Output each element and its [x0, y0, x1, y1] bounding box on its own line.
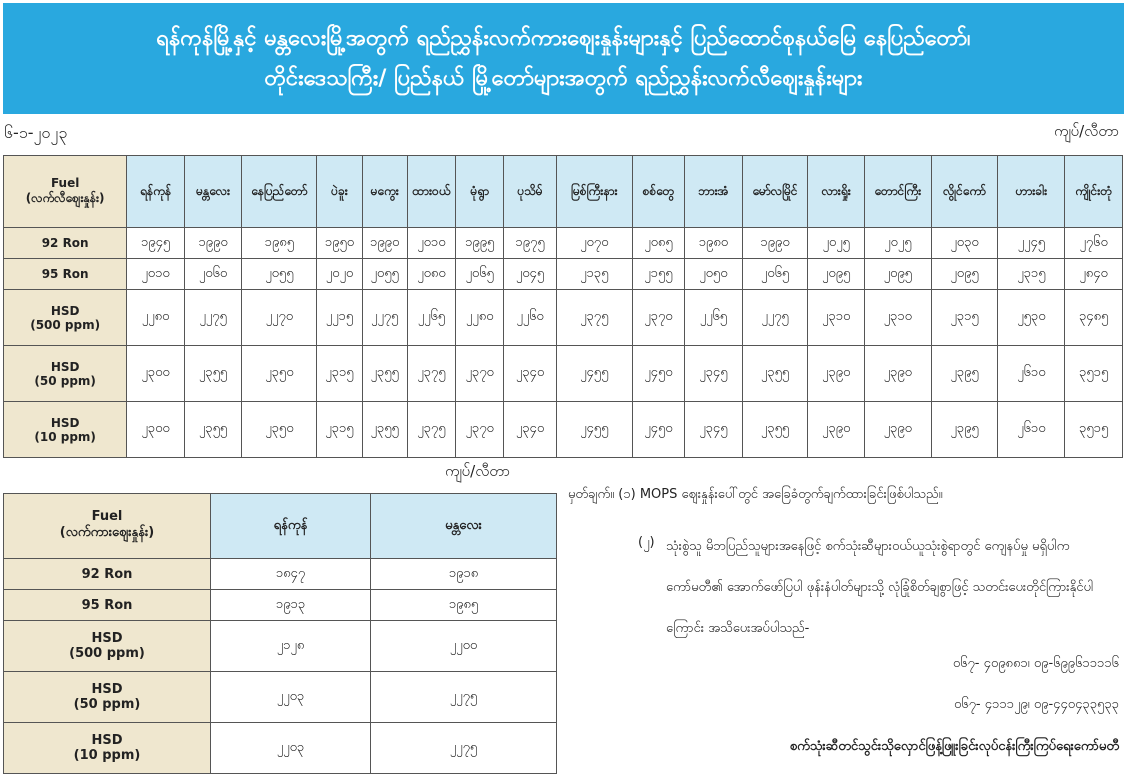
price-cell: ၂၃၁၅: [998, 259, 1065, 290]
price-cell: ၂၃၇၅: [407, 402, 455, 458]
city-header: မြစ်ကြီးနား: [556, 156, 632, 228]
price-cell: ၂၀၆၀: [184, 259, 242, 290]
price-cell: ၂၂၆၅: [685, 290, 743, 346]
price-cell: ၂၃၅၅: [362, 346, 407, 402]
price-cell: ၂၃၇၀: [632, 290, 684, 346]
price-cell: ၁၉၉၀: [742, 228, 808, 259]
city-header: တောင်ကြီး: [864, 156, 931, 228]
price-cell: ၂၂၇၅: [184, 290, 242, 346]
price-cell: ၂၂၈၀: [127, 290, 185, 346]
city-header: မော်လမြိုင်: [742, 156, 808, 228]
table-row: [4, 290, 1123, 346]
fuel-type-label: HSD (500 ppm): [4, 290, 127, 346]
price-cell: ၂၄၅၀: [632, 402, 684, 458]
price-cell: ၂၇၆၀: [1065, 228, 1123, 259]
price-cell: ၂၄၅၅: [556, 402, 632, 458]
title-banner: [3, 3, 1124, 114]
price-cell: ၁၉၉၀: [362, 228, 407, 259]
price-cell: ၂၃၇၅: [407, 346, 455, 402]
fuel-type-label: HSD (10 ppm): [4, 402, 127, 458]
price-cell: ၂၂၀၃: [211, 672, 371, 723]
fuel-type-label: HSD (50 ppm): [4, 672, 211, 723]
table-row: [4, 228, 1123, 259]
retail-price-table: [3, 155, 1123, 458]
price-cell: ၂၂၇၅: [371, 672, 557, 723]
city-header: မန္တလေး: [184, 156, 242, 228]
price-cell: ၂၃၅၅: [742, 402, 808, 458]
note-1: မှတ်ချက်။ (၁) MOPS ဈေးနှုန်းပေါ်တွင် အခြေခံတွက်ချက်ထားခြင်းဖြစ်ပါသည်။: [568, 487, 943, 502]
city-header: ဟားခါး: [998, 156, 1065, 228]
price-cell: ၂၁၅၅: [632, 259, 684, 290]
price-cell: ၁၉၈၀: [685, 228, 743, 259]
fuel-type-label: HSD (500 ppm): [4, 621, 211, 672]
unit-label-wholesale: ကျပ်/လီတာ: [445, 462, 511, 480]
table-row: [4, 259, 1123, 290]
price-cell: ၂၃၉၀: [808, 346, 865, 402]
price-cell: ၂၀၆၅: [742, 259, 808, 290]
price-cell: ၂၃၀၀: [127, 346, 185, 402]
price-cell: ၂၀၈၅: [632, 228, 684, 259]
city-header: ပုသိမ်: [504, 156, 556, 228]
price-cell: ၂၁၃၅: [556, 259, 632, 290]
city-header: ဘားအံ: [685, 156, 743, 228]
city-header: မကွေး: [362, 156, 407, 228]
price-cell: ၂၃၁၅: [317, 346, 362, 402]
city-header: စစ်တွေ: [632, 156, 684, 228]
city-header: နေပြည်တော်: [242, 156, 317, 228]
price-cell: ၂၂၄၅: [998, 228, 1065, 259]
price-cell: ၂၂၇၅: [742, 290, 808, 346]
price-cell: ၂၀၅၅: [242, 259, 317, 290]
price-cell: ၂၆၁၀: [998, 402, 1065, 458]
city-header: ရန်ကုန်: [211, 494, 371, 559]
fuel-column-header: Fuel (လက်ကားဈေးနှုန်း): [4, 494, 211, 559]
table-row: [4, 723, 557, 774]
committee-name: စက်သုံးဆီတင်သွင်းသိုလှောင်ဖြန့်ဖြူးခြင်းလုပ်ငန်းကြီးကြပ်ရေးကော်မတီ: [789, 739, 1119, 754]
price-cell: ၃၄၈၅: [1065, 290, 1123, 346]
price-cell: ၁၉၈၅: [242, 228, 317, 259]
price-cell: ၂၂၀၃: [211, 723, 371, 774]
fuel-type-label: HSD (10 ppm): [4, 723, 211, 774]
price-cell: ၂၃၄၅: [685, 402, 743, 458]
price-cell: ၂၃၁၅: [317, 402, 362, 458]
table-row: [4, 402, 1123, 458]
price-cell: ၂၃၉၀: [864, 402, 931, 458]
price-cell: ၂၃၁၅: [931, 290, 998, 346]
price-cell: ၂၃၅၀: [242, 346, 317, 402]
price-cell: ၂၂၇၅: [362, 290, 407, 346]
price-cell: ၂၀၄၅: [504, 259, 556, 290]
price-cell: ၂၅၃၀: [998, 290, 1065, 346]
city-header: လားရှိုး: [808, 156, 865, 228]
price-cell: ၂၃၄၀: [504, 346, 556, 402]
price-cell: ၂၂၀၀: [371, 621, 557, 672]
price-cell: ၂၀၂၀: [317, 259, 362, 290]
price-cell: ၁၉၈၅: [371, 590, 557, 621]
price-cell: ၁၉၅၀: [317, 228, 362, 259]
phone-numbers-1: ၀၆၇- ၄၀၉၈၈၁၊ ၀၉-၆၉၉၆၁၁၁၁၆: [952, 656, 1119, 671]
price-cell: ၁၈၄၇: [211, 559, 371, 590]
price-cell: ၂၄၅၀: [632, 346, 684, 402]
price-cell: ၂၃၉၅: [931, 402, 998, 458]
price-cell: ၂၀၂၅: [864, 228, 931, 259]
price-cell: ၂၃၇၅: [556, 290, 632, 346]
price-cell: ၂၀၉၅: [931, 259, 998, 290]
phone-numbers-2: ၀၆၇- ၄၁၁၁၂၉၊ ၀၉-၄၄၀၄၃၃၅၃၃: [953, 697, 1119, 712]
price-cell: ၂၃၁၀: [808, 290, 865, 346]
price-cell: ၂၃၅၅: [184, 402, 242, 458]
price-cell: ၃၅၁၅: [1065, 402, 1123, 458]
price-cell: ၃၅၁၅: [1065, 346, 1123, 402]
fuel-type-label: 92 Ron: [4, 559, 211, 590]
price-cell: ၂၀၉၅: [864, 259, 931, 290]
price-cell: ၂၀၁၀: [127, 259, 185, 290]
price-cell: ၂၀၆၅: [456, 259, 504, 290]
price-cell: ၂၄၅၅: [556, 346, 632, 402]
price-cell: ၁၉၇၅: [504, 228, 556, 259]
price-cell: ၂၂၇၅: [371, 723, 557, 774]
price-cell: ၂၀၇၀: [556, 228, 632, 259]
wholesale-price-table: [3, 493, 557, 774]
price-cell: ၂၃၇၀: [456, 402, 504, 458]
price-cell: ၂၃၅၀: [242, 402, 317, 458]
price-cell: ၂၀၂၅: [808, 228, 865, 259]
banner-line-2: တိုင်းဒေသကြီး/ ပြည်နယ် မြို့တော်များအတွက် ရည်ညွှန်းလက်လီဈေးနှုန်းများ: [264, 65, 863, 91]
fuel-type-label: HSD (50 ppm): [4, 346, 127, 402]
fuel-column-header: Fuel (လက်လီဈေးနှုန်း): [4, 156, 127, 228]
price-cell: ၂၂၁၅: [317, 290, 362, 346]
city-header: မုံရွာ: [456, 156, 504, 228]
price-cell: ၂၂၆၅: [407, 290, 455, 346]
price-cell: ၂၀၈၀: [407, 259, 455, 290]
price-cell: ၂၈၄၀: [1065, 259, 1123, 290]
price-cell: ၂၃၉၅: [931, 346, 998, 402]
price-cell: ၂၃၉၀: [808, 402, 865, 458]
price-cell: ၂၁၂၈: [211, 621, 371, 672]
note-2-number: (၂): [638, 535, 655, 550]
price-cell: ၂၂၆၀: [504, 290, 556, 346]
table-row: [4, 672, 557, 723]
price-cell: ၂၀၅၀: [685, 259, 743, 290]
price-cell: ၂၂၈၀: [456, 290, 504, 346]
price-cell: ၂၂၇၀: [242, 290, 317, 346]
price-cell: ၂၃၇၀: [456, 346, 504, 402]
price-cell: ၁၉၁၈: [371, 559, 557, 590]
price-cell: ၁၉၉၀: [184, 228, 242, 259]
price-cell: ၂၃၀၀: [127, 402, 185, 458]
price-cell: ၁၉၄၅: [127, 228, 185, 259]
unit-label-retail: ကျပ်/လီတာ: [1053, 122, 1119, 140]
city-header: ရန်ကုန်: [127, 156, 185, 228]
price-cell: ၂၀၃၀: [931, 228, 998, 259]
price-cell: ၂၃၅၅: [362, 402, 407, 458]
fuel-type-label: 95 Ron: [4, 590, 211, 621]
price-cell: ၂၀၉၅: [808, 259, 865, 290]
city-header: ပဲခူး: [317, 156, 362, 228]
city-header: မန္တလေး: [371, 494, 557, 559]
price-cell: ၂၃၄၅: [685, 346, 743, 402]
date-label: ၆-၁-၂၀၂၃: [4, 123, 68, 142]
price-cell: ၂၃၄၀: [504, 402, 556, 458]
price-cell: ၂၃၅၅: [742, 346, 808, 402]
city-header: ကျိုင်းတုံ: [1065, 156, 1123, 228]
price-cell: ၁၉၉၅: [456, 228, 504, 259]
note-2: သုံးစွဲသူ မိဘပြည်သူများအနေဖြင့် စက်သုံးဆီများဝယ်ယူသုံးစွဲရာတွင် ကျေနပ်မှု မရှိပါက ကော်မတီ၏ အောက်ဖော်ပြပါ ဖုန်းနံပါတ်များသို့ လုံခြုံစိတ်ချစွာဖြင့် သတင်းပေးတိုင်ကြားနိုင်ပါကြောင်း အသိပေးအပ်ပါသည်-: [666, 539, 1094, 636]
price-cell: ၂၆၁၀: [998, 346, 1065, 402]
price-cell: ၂၃၅၅: [184, 346, 242, 402]
price-cell: ၂၀၁၀: [407, 228, 455, 259]
price-cell: ၂၀၅၅: [362, 259, 407, 290]
table-row: [4, 559, 557, 590]
table-row: [4, 621, 557, 672]
price-cell: ၂၃၉၀: [864, 346, 931, 402]
city-header: ထားဝယ်: [407, 156, 455, 228]
table-row: [4, 590, 557, 621]
city-header: လွိုင်ကော်: [931, 156, 998, 228]
table-row: [4, 346, 1123, 402]
banner-line-1: ရန်ကုန်မြို့နှင့် မန္တလေးမြို့အတွက် ရည်ညွှန်းလက်ကားဈေးနှုန်းများနှင့် ပြည်ထောင်စုနယ်မြေ နေပြည်တော်၊: [156, 25, 971, 51]
fuel-type-label: 95 Ron: [4, 259, 127, 290]
price-cell: ၂၃၁၀: [864, 290, 931, 346]
fuel-type-label: 92 Ron: [4, 228, 127, 259]
price-cell: ၁၉၁၃: [211, 590, 371, 621]
